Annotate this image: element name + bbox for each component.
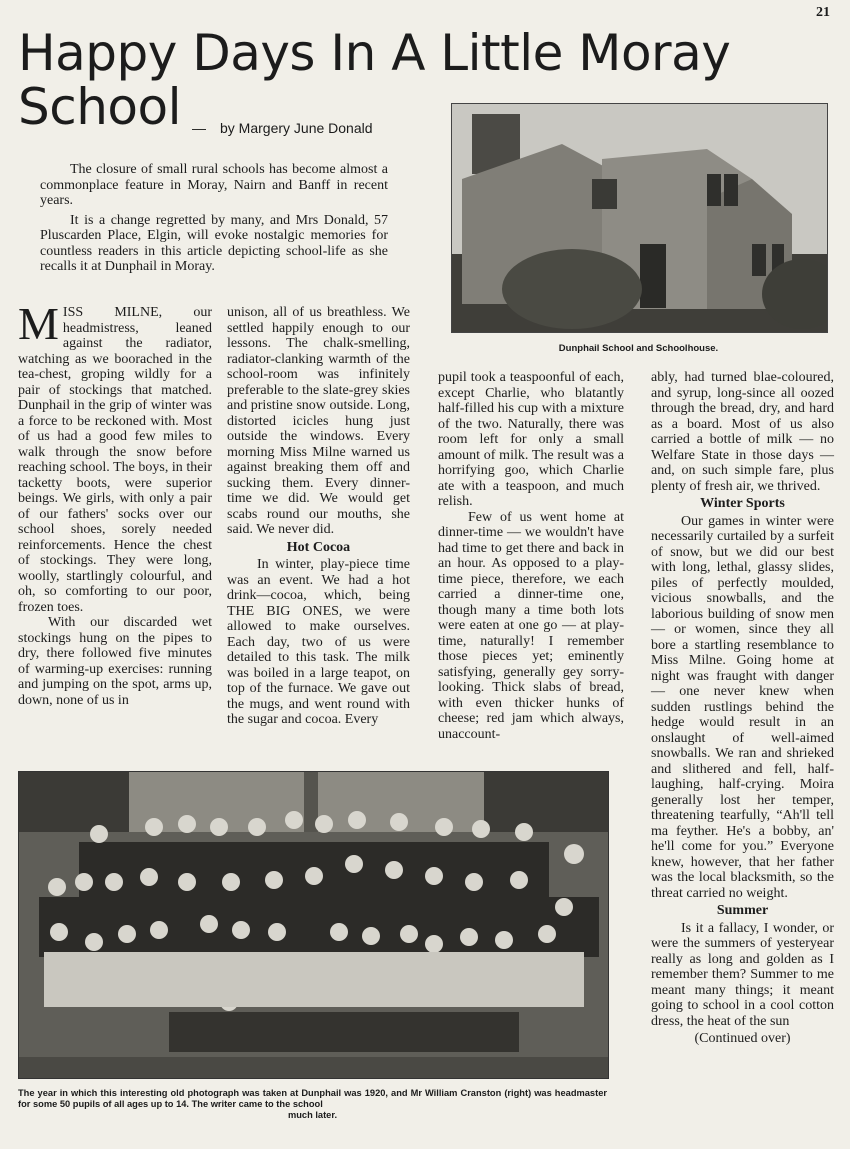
byline-dash: — — [192, 120, 206, 136]
article-column-3 — [438, 370, 624, 762]
article-column-1 — [18, 298, 212, 725]
column-1-paragraph-2: With our discarded wet stockings hung on the pipes to dry, there followed five minutes of warming-up exercises: running and jumping on the spot, arms up, down, none of us in — [18, 615, 212, 708]
column-3-paragraph-2: Few of us went home at dinner-time — we wouldn't have had time to get there and back in an hour. As opposed to a play-time piece, therefore, we each carried a dinner-time one, though many a time both lots were eaten at one go — at play-time, naturally! I remember those pieces yet; eminently satisfying, generally gey sorry-looking. Thick slabs of bread, with even thicker hunks of cheese; red jam which always, unaccount- — [438, 509, 624, 742]
class-photo — [18, 771, 609, 1079]
headline-line-1: Happy Days In A Little Moray — [18, 24, 731, 82]
class-photo-caption-part-2: much later. — [287, 1110, 338, 1120]
column-4-paragraph-2: Our games in winter were necessarily curtailed by a surfeit of snow, but we did our best with long, lethal, glassy slides, piles of perfectly moulded, vicious snowballs, and the laborious building of snow men — or women, since they all bore a startling resemblance to Miss Milne. Going home at night was fraught with danger — one never knew when sudden rustlings behind the hedge would result in an onslaught of well-aimed snowballs. We ran and shrieked and slithered and fell, half-laughing, half-crying. Moira generally lost her temper, threatening tearfully, “Ah'll tell ma feyther. He's a bobby, an' he'll come for you.” Everyone knew, however, that her father was the local blacksmith, so the threat carried no weight. — [651, 513, 834, 901]
drop-cap: M — [18, 298, 59, 349]
article-column-4 — [651, 370, 834, 1120]
column-4-paragraph-1: ably, had turned blae-coloured, and syrup, long-since all oozed through the bread, dry, and hard as a board. Most of us also carried a bottle of milk — no Welfare State in those days —and, on such simple fare, plus plenty of fresh air, we thrived. — [651, 370, 834, 494]
headline-line-2: School — [18, 78, 181, 136]
column-4-paragraph-3: Is it a fallacy, I wonder, or were the summers of yesteryear really as long and golden as I remember them? Summer to me meant many things; it meant going to school in a cool cotton dress, the heat of the sun — [651, 920, 834, 1029]
school-photo-caption: Dunphail School and Schoolhouse. — [558, 343, 719, 354]
column-2-paragraph-2: In winter, play-piece time was an event. We had a hot drink—cocoa, which, being THE BIG ONES, we were allowed to make ourselves. Each day, two of us were detailed to this task. The milk was boiled in a large teapot, on top of the furnace. We gave out the mugs, and went round with the sugar and cocoa. Every — [227, 557, 410, 727]
continued-over: (Continued over) — [694, 1031, 791, 1046]
page-number: 21 — [816, 5, 830, 20]
column-2-paragraph-1: unison, all of us breathless. We settled happily enough to our lessons. The chalk-smelling, radiator-clanking warmth of the school-room was infinitely preferable to the slate-grey skies and pristine snow outside. Long, distorted icicles hung just outside the windows. Every morning Miss Milne warned us against breaking them off and sucking them. Every dinner-time we did. We would get scabs round our mouths, she said. We never did. — [227, 305, 410, 537]
byline — [192, 120, 373, 136]
intro-standfirst — [40, 162, 388, 279]
school-photo — [451, 103, 828, 333]
subheading-winter-sports: Winter Sports — [700, 496, 785, 511]
intro-paragraph-1: The closure of small rural schools has become almost a commonplace feature in Moray, Nairn and Banff in recent years. — [40, 162, 388, 208]
article-column-2 — [227, 305, 410, 765]
column-3-paragraph-1: pupil took a teaspoonful of each, except Charlie, who blatantly half-filled his cup with a mixture of the two. Naturally, there was room left for only a small amount of milk. The result was a horrifying goo, which Charlie ate with a teaspoon, and much relish. — [438, 370, 624, 509]
subheading-summer: Summer — [716, 903, 769, 918]
column-1-paragraph-1 — [18, 298, 212, 615]
class-photo-caption — [18, 1088, 607, 1121]
class-photo-caption-part-1: The year in which this interesting old photograph was taken at Dunphail was 1920, and Mr William Cranston (right) was headmaster for some 50 pupils of all ages up to 14. The writer came to the school — [18, 1088, 607, 1109]
column-1-paragraph-1-text: ISS MILNE, our headmistress, leaned against the radiator, watching as we boorached in the tea-chest, groping wildly for a pair of stockings that matched. Dunphail in the grip of winter was a force to be reckoned with. Most of us had a good few miles to walk through the snow before reaching school. The boys, in their tacketty boots, were superior beings. We girls, with only a pair of our fathers' socks over our school shoes, sorely needed reinforcements. Hence the chest of stockings. They were long, woolly, startlingly colourful, and oh, so comforting to our poor, frozen toes. — [18, 305, 212, 615]
subheading-hot-cocoa: Hot Cocoa — [286, 539, 351, 555]
byline-author: by Margery June Donald — [220, 120, 373, 136]
intro-paragraph-2: It is a change regretted by many, and Mrs Donald, 57 Pluscarden Place, Elgin, will evoke nostalgic memories for countless readers in this article depicting school-life as she recalls it at Dunphail in Moray. — [40, 212, 388, 274]
